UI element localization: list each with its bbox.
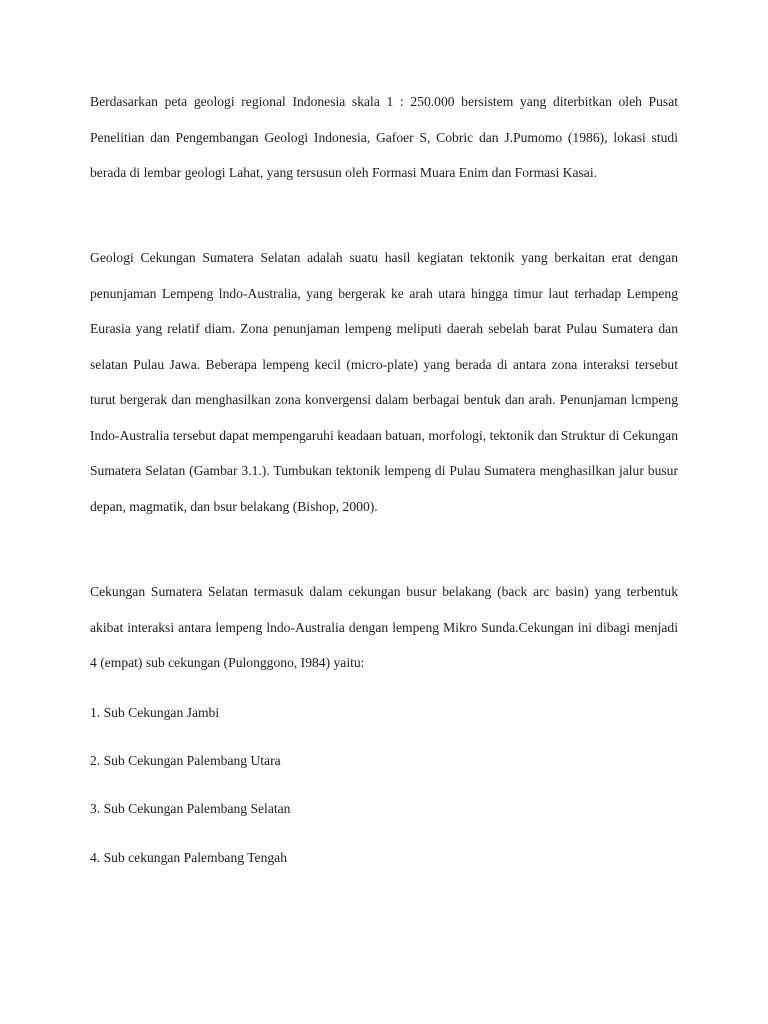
list-item-sub-basin-jambi: 1. Sub Cekungan Jambi (90, 705, 220, 720)
list-item-sub-basin-palembang-selatan: 3. Sub Cekungan Palembang Selatan (90, 801, 291, 816)
paragraph-back-arc-basin: Cekungan Sumatera Selatan termasuk dalam cekungan busur belakang (back arc basin) yang terbentuk akibat interaksi antara lempeng lndo-Australia dengan lempeng Mikro Sunda.Cekungan ini dibagi menjadi 4 (empat) sub cekungan (Pulonggono, I984) yaitu: (90, 584, 678, 670)
list-item-sub-basin-palembang-tengah: 4. Sub cekungan Palembang Tengah (90, 850, 287, 865)
paragraph-basin-tectonics: Geologi Cekungan Sumatera Selatan adalah suatu hasil kegiatan tektonik yang berkaitan erat dengan penunjaman Lempeng lndo-Australia, yang bergerak ke arah utara hingga timur laut terhadap Lempeng Eurasia yang relatif diam. Zona penunjaman lempeng meliputi daerah sebelah barat Pulau Sumatera dan selatan Pulau Jawa. Beberapa lempeng kecil (micro-plate) yang berada di antara zona interaksi tersebut turut bergerak dan menghasilkan zona konvergensi dalam berbagai bentuk dan arah. Penunjaman lcmpeng Indo-Australia tersebut dapat mempengaruhi keadaan batuan, morfologi, tektonik dan Struktur di Cekungan Sumatera Selatan (Gambar 3.1.). Tumbukan tektonik lempeng di Pulau Sumatera menghasilkan jalur busur depan, magmatik, dan bsur belakang (Bishop, 2000). (90, 250, 678, 514)
list-item-sub-basin-palembang-utara: 2. Sub Cekungan Palembang Utara (90, 753, 281, 768)
paragraph-regional-geology: Berdasarkan peta geologi regional Indonesia skala 1 : 250.000 bersistem yang diterbitkan oleh Pusat Penelitian dan Pengembangan Geologi Indonesia, Gafoer S, Cobric dan J.Pumomo (1986), lokasi studi berada di lembar geologi Lahat, yang tersusun oleh Formasi Muara Enim dan Formasi Kasai. (90, 94, 678, 180)
